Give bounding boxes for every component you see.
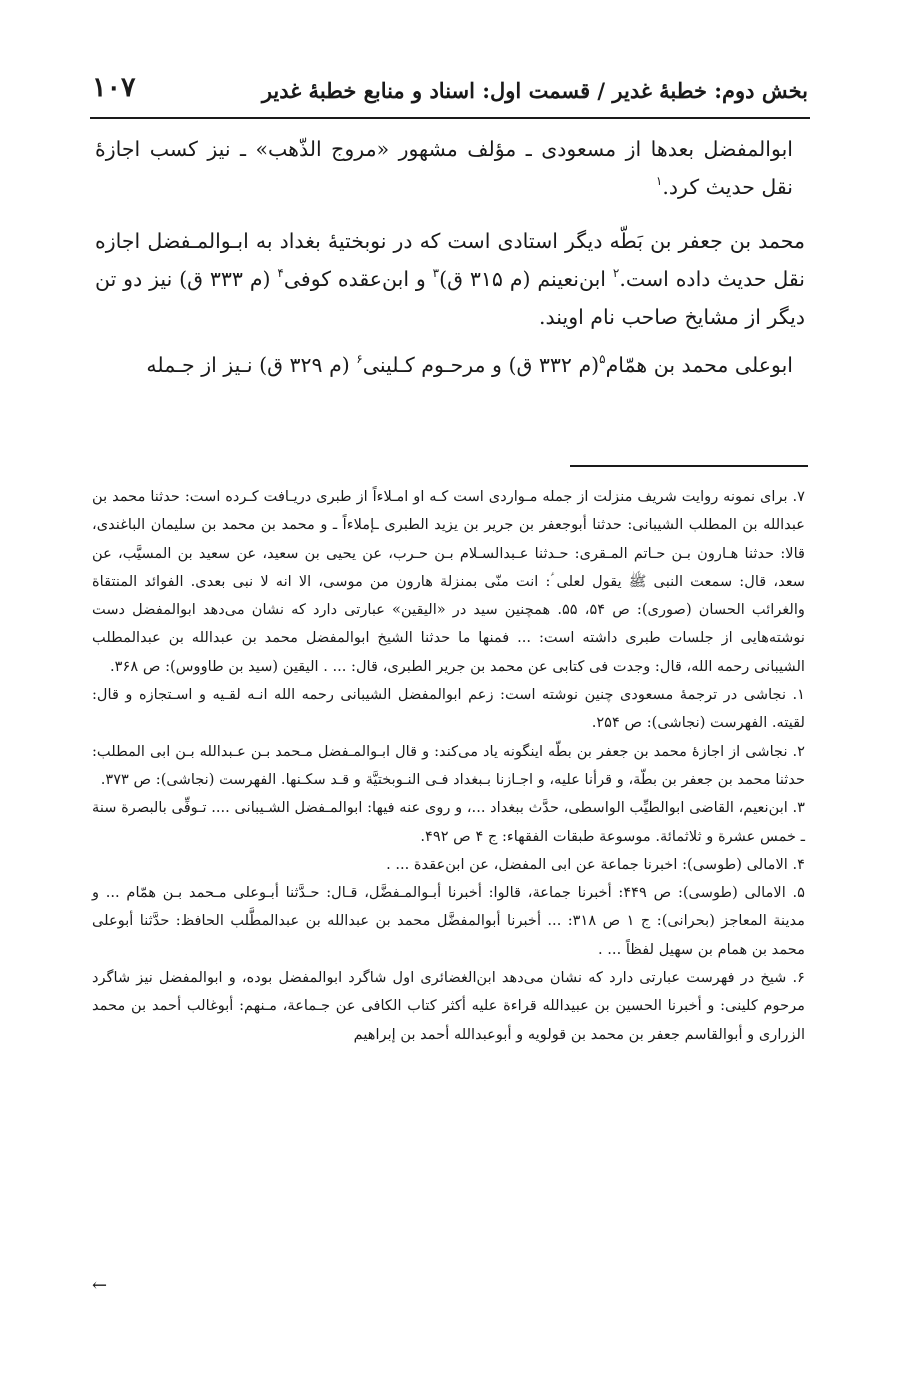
paragraph-2-text-b: ابن‌نعینم (م ۳۱۵ ق) (439, 267, 613, 291)
footnote-separator (570, 465, 808, 467)
paragraph-2 (95, 222, 805, 336)
paragraph-1 (95, 130, 805, 206)
footnote-text: ابن‌نعیم، القاضی ابوالطیِّب الواسطی، حدَّث ببغداد ...، و روی عنه فیها: ابوالمـفضل الشـیبانی .... تـوفِّی بالبصرة سنة ـ خمس عشرة و ثلاثمائة. موسوعة طبقات الفقهاء: ج ۴ ص ۴۹۲. (92, 799, 805, 845)
footnote-ref-3: ۳ (432, 266, 440, 280)
footnote-ref-5: ۵ (599, 352, 606, 366)
footnote-number: ۴. (792, 855, 805, 873)
running-head (92, 68, 808, 116)
paragraph-3-text-c: (م ۳۲۹ ق) نـیز از جـمله (146, 353, 357, 377)
footnote-text: الامالی (طوسی): ص ۴۴۹: أخبرنا جماعة، قالوا: أخبرنا أبـوالمـفضَّل، قـال: حـدَّثنا أبـوعلی مـحمد بـن همّام ... و مدینة المعاجز (بحرانی): ج ۱ ص ۳۱۸: ... أخبرنا أبوالمفضَّل محمد بن عبدالله بن عبدالمطَّلب الحافظ: حدَّثنا أبوعلی محمد بن همام بن سهیل لفظاً ... . (92, 884, 805, 958)
footnote-5 (92, 879, 805, 964)
paragraph-3-text-a: ابوعلی محمد بن همّام (605, 353, 793, 377)
footnote-number: ۱. (792, 686, 806, 704)
running-head-title: بخش دوم: خطبهٔ غدیر / قسمت اول: اسناد و منابع خطبهٔ غدیر (261, 78, 808, 103)
footnote-text: نجاشی از اجازهٔ محمد بن جعفر بن بطّه اینگونه یاد می‌کند: و قال ابـوالمـفضل مـحمد بـن عـبدالله بـن ابی المطلب: حدثنا محمد بن جعفر بن بطّة، و قرأنا علیه، و اجـازنا بـبغداد فـی النـوبختیَّة و قـد سکـنها. الفهرست (نجاشی): ص ۳۷۳. (92, 742, 805, 788)
footnote-ref-1: ۱ (655, 174, 663, 188)
footnote-ref-6: ۶ (356, 352, 363, 366)
footnotes (92, 483, 805, 1049)
footnote-text: برای نمونه روایت شریف منزلت از جمله مـواردی است کـه او امـلاءاً از طبری دریـافت کـرده است: حدثنا محمد بن عبدالله بن المطلب الشیبانی: حدثنا أبوجعفر بن جریر بن یزید الطبری ـإملاءاً ـ و محمد بن محمد بن سلیمان الباغندی، قالا: حدثنا هـارون بـن حـاتم المـقری: حـدثنا عـبدالسـلام بـن حـرب، عن یحیی بن سعید، عن سعید بن المسیَّب، عن سعد، قال: سمعت النبی ﷺ یقول لعلی ؑ: انت منّی بمنزلة هارون من موسی، الا انه لا نبی بعدی. الفوائد المنتقاة والغرائب الحسان (صوری): ص ۵۴، ۵۵. همچنین سید در «الیقین» عبارتی دارد که نشان می‌دهد ابوالمفضل دست نوشته‌هایی از جلسات طبری داشته است: ... فمنها ما حدثنا الشیخ ابوالمفضل محمد بن عبدالله بن عبدالمطلب الشیبانی رحمه الله، قال: وجدت فی کتابی عن محمد بن جریر الطبری، قال: ... . الیقین (سید بن طاووس): ص ۳۶۸. (92, 488, 805, 675)
footnote-text: الامالی (طوسی): اخبرنا جماعة عن ابی المفضل، عن ابن‌عقدة ... . (386, 855, 788, 873)
header-rule (90, 117, 810, 119)
footnote-ref-2: ۲ (612, 266, 620, 280)
footnote-text: شیخ در فهرست عبارتی دارد که نشان می‌دهد ابن‌الغضائری اول شاگرد ابوالمفضل بوده، و ابوالمفضل نیز شاگرد مرحوم کلینی: و أخبرنا الحسین بن عبیدالله قراءة علیه أکثر کتاب الکافی عن جـماعة، مـنهم: أبوغالب أحمد بن محمد الزراری و أبوالقاسم جعفر بن محمد بن قولویه و أبوعبدالله أحمد بن إبراهیم (92, 969, 805, 1043)
paragraph-3 (95, 346, 805, 384)
footnote-number: ۷. (792, 488, 805, 505)
footnote-1 (92, 681, 805, 738)
continue-arrow-icon: ← (92, 1275, 108, 1296)
footnote-3 (92, 794, 805, 851)
footnote-text: نجاشی در ترجمهٔ مسعودی چنین نوشته است: زعم ابوالمفضل الشیبانی رحمه الله انـه لقـیه و اسـتجازه و قال: لقیته. الفهرست (نجاشی): ص ۲۵۴. (92, 686, 805, 732)
paragraph-2-text-a: محمد بن جعفر بن بَطّه دیگر استادی است که در نوبختیهٔ بغداد به ابـوالمـفضل اجازه نقل حدیث داده است. (95, 229, 805, 291)
footnote-number: ۵. (792, 884, 805, 902)
footnote-number: ۶. (792, 969, 806, 987)
paragraph-1-text: ابوالمفضل بعدها از مسعودی ـ مؤلف مشهور «مروج الذّهب» ـ نیز کسب اجازهٔ نقل حدیث کرد. (95, 137, 793, 199)
footnote-ref-4: ۴ (277, 266, 284, 280)
paragraph-2-text-d: (م ۳۳۳ ق) نیز دو تن دیگر از مشایخ صاحب نام اویند. (95, 267, 805, 329)
paragraph-3-text-b: (م ۳۳۲ ق) و مرحـوم کـلینی (362, 353, 600, 377)
page-number: ۱۰۷ (92, 72, 136, 103)
footnote-number: ۳. (792, 799, 806, 817)
footnote-6 (92, 964, 805, 1049)
footnote-2 (92, 738, 805, 795)
footnote-4 (92, 851, 805, 879)
main-text (95, 130, 805, 384)
paragraph-2-text-c: و ابن‌عقده کوفی (283, 267, 433, 291)
footnote-7 (92, 483, 805, 681)
footnote-number: ۲. (792, 742, 805, 760)
